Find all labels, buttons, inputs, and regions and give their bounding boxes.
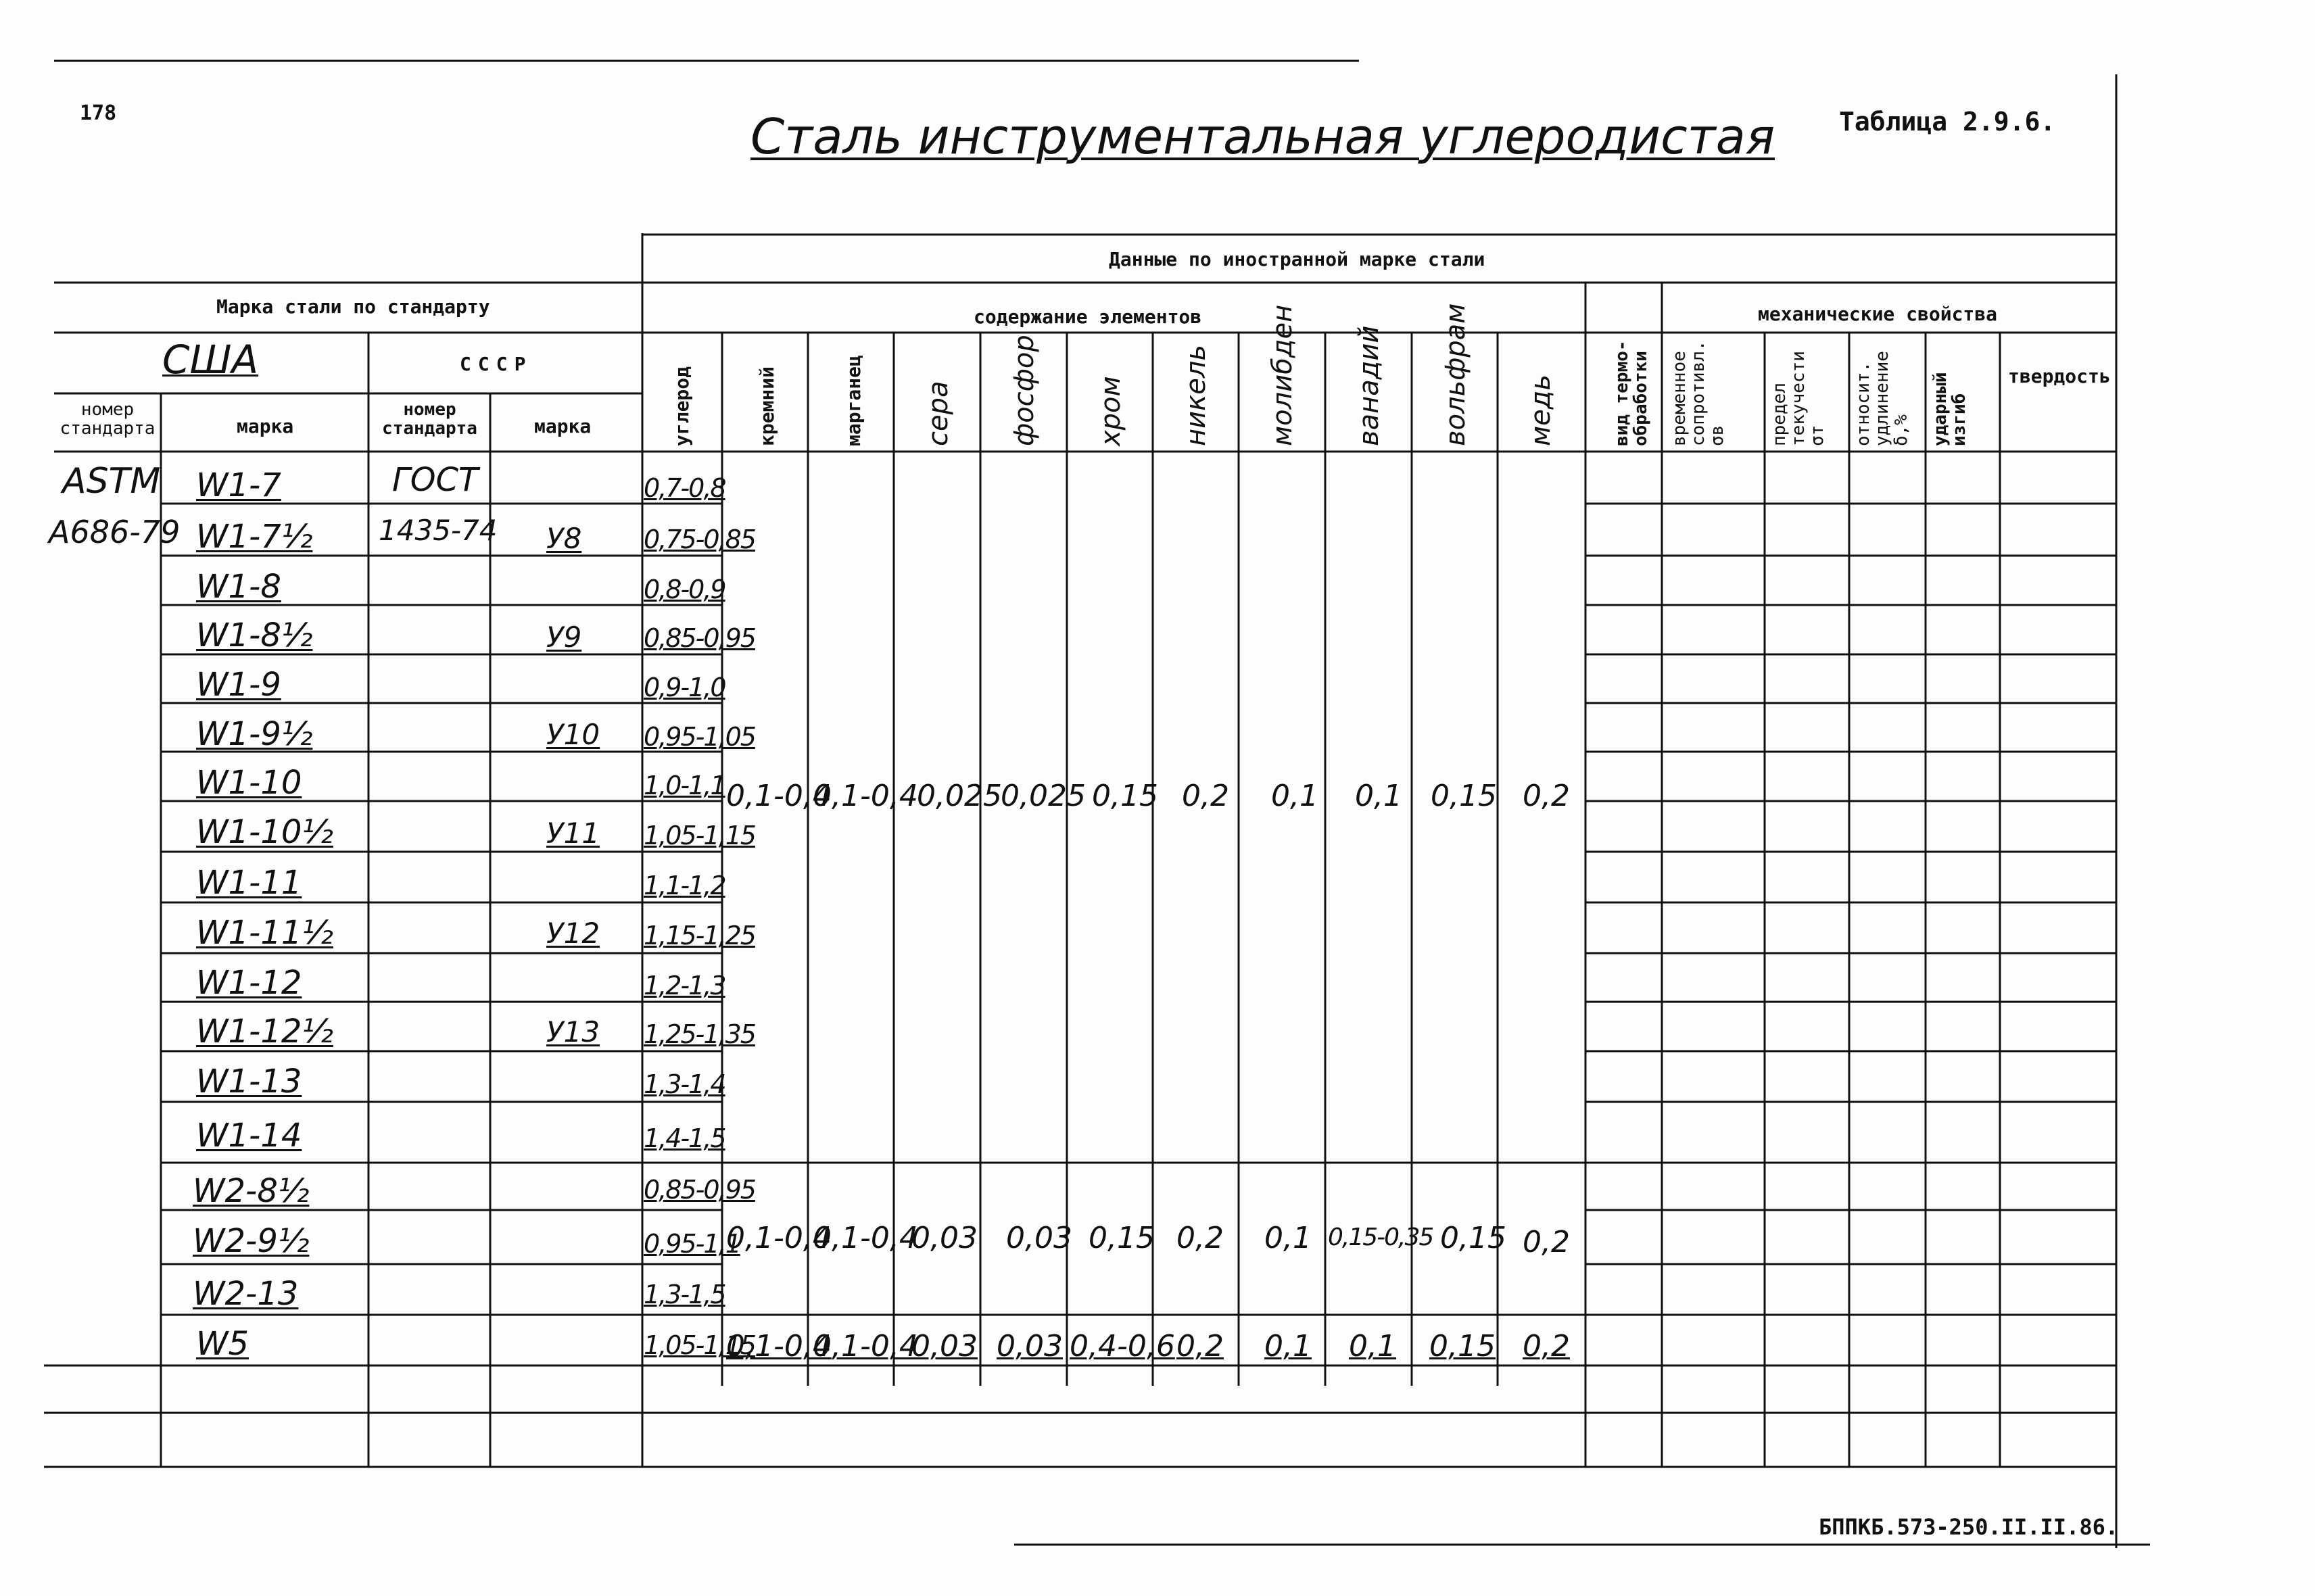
w5-manganese: 0,1-0,4 — [813, 1329, 918, 1363]
mech-header-impact: ударный изгиб — [1930, 372, 1970, 446]
usa-grade-cell: W1-12 — [196, 964, 302, 1002]
usa-grade-cell: W1-10 — [196, 764, 302, 802]
page-title: Сталь инструментальная углеродистая — [750, 108, 1775, 165]
grade-by-standard-header: Марка стали по стандарту — [216, 295, 490, 318]
ussr-grade-header: марка — [534, 415, 592, 437]
mech-header-elongation: относит. удлинение δ,% — [1853, 351, 1911, 446]
usa-grade-header: марка — [237, 415, 294, 437]
ussr-grade-cell: У8 — [546, 522, 582, 555]
heat-treatment-header: вид термо-обработки — [1612, 340, 1651, 446]
w1-vanadium: 0,1 — [1355, 779, 1402, 813]
element-header-silicon: кремний — [756, 366, 778, 446]
w2-chromium: 0,15 — [1089, 1221, 1155, 1255]
w2-molybdenum: 0,1 — [1264, 1221, 1312, 1255]
usa-grade-cell: W1-8½ — [196, 616, 313, 654]
usa-grade-cell: W1-7½ — [196, 518, 313, 556]
carbon-cell: 1,2-1,3 — [644, 971, 725, 1000]
carbon-cell: 1,1-1,2 — [644, 871, 725, 900]
usa-standard-number: A686-79 — [49, 514, 181, 550]
usa-grade-cell: W1-14 — [196, 1117, 302, 1155]
element-header-manganese: марганец — [842, 355, 865, 446]
w1-copper: 0,2 — [1523, 779, 1570, 813]
w5-nickel: 0,2 — [1176, 1329, 1224, 1363]
element-header-sulfur: сера — [923, 381, 954, 446]
ussr-grade-cell: У9 — [546, 621, 582, 654]
carbon-cell: 1,3-1,5 — [644, 1280, 725, 1309]
carbon-cell: 1,05-1,15 — [644, 821, 755, 850]
w5-silicon: 0,1-0,4 — [726, 1329, 832, 1363]
carbon-cell: 0,85-0,95 — [644, 1175, 755, 1205]
w5-vanadium: 0,1 — [1349, 1329, 1396, 1363]
w2-vanadium: 0,15-0,35 — [1328, 1224, 1433, 1251]
carbon-cell: 0,8-0,9 — [644, 575, 725, 604]
w1-phosphorus: 0,025 — [1001, 779, 1086, 813]
page-number: 178 — [80, 101, 117, 125]
element-header-carbon: углерод — [671, 366, 693, 446]
w1-nickel: 0,2 — [1182, 779, 1229, 813]
usa-grade-cell: W1-9 — [196, 666, 281, 704]
usa-std-number-header: номер стандарта — [59, 400, 156, 439]
mechanical-header: механические свойства — [1758, 303, 1998, 325]
usa-grade-cell: W2-9½ — [193, 1222, 310, 1260]
element-header-nickel: никель — [1180, 344, 1212, 446]
w2-phosphorus: 0,03 — [1006, 1221, 1072, 1255]
w1-chromium: 0,15 — [1092, 779, 1158, 813]
carbon-cell: 1,25-1,35 — [644, 1019, 755, 1049]
w2-tungsten: 0,15 — [1440, 1221, 1506, 1255]
usa-grade-cell: W1-11 — [196, 864, 302, 902]
usa-grade-cell: W1-12½ — [196, 1013, 333, 1050]
w1-manganese: 0,1-0,4 — [813, 779, 918, 813]
w1-molybdenum: 0,1 — [1271, 779, 1318, 813]
usa-grade-cell: W1-9½ — [196, 715, 313, 753]
mech-header-yield: предел текучести σт — [1769, 351, 1828, 446]
usa-grade-cell: W1-11½ — [196, 914, 333, 952]
usa-grade-cell: W2-8½ — [193, 1172, 310, 1210]
carbon-cell: 0,75-0,85 — [644, 525, 755, 554]
w5-copper: 0,2 — [1523, 1329, 1570, 1363]
w5-tungsten: 0,15 — [1429, 1329, 1496, 1363]
carbon-cell: 1,05-1,15 — [644, 1330, 755, 1360]
element-header-chromium: хром — [1095, 376, 1126, 446]
usa-header: США — [162, 337, 259, 383]
ussr-grade-cell: У10 — [546, 718, 600, 751]
usa-grade-cell: W1-13 — [196, 1063, 302, 1101]
ussr-grade-cell: У11 — [546, 817, 600, 850]
table-reference: Таблица 2.9.6. — [1839, 107, 2056, 137]
usa-grade-cell: W5 — [196, 1325, 249, 1363]
ussr-std-number-header: номер стандарта — [382, 400, 477, 439]
carbon-cell: 1,3-1,4 — [644, 1069, 725, 1099]
element-header-copper: медь — [1525, 374, 1556, 446]
elements-header: содержание элементов — [974, 306, 1202, 328]
w1-sulfur: 0,025 — [917, 779, 1002, 813]
carbon-cell: 1,0-1,1 — [644, 771, 725, 800]
carbon-cell: 0,95-1,05 — [644, 722, 755, 752]
ussr-standard-number: 1435-74 — [379, 514, 498, 547]
carbon-cell: 1,4-1,5 — [644, 1123, 725, 1153]
w5-phosphorus: 0,03 — [997, 1329, 1063, 1363]
w1-tungsten: 0,15 — [1431, 779, 1497, 813]
w5-sulfur: 0,03 — [911, 1329, 978, 1363]
w2-silicon: 0,1-0,4 — [726, 1221, 832, 1255]
carbon-cell: 0,85-0,95 — [644, 623, 755, 653]
mech-header-tensile: временное сопротивл. σв — [1669, 340, 1727, 446]
usa-grade-cell: W1-8 — [196, 568, 281, 606]
element-header-tungsten: вольфрам — [1440, 303, 1471, 446]
w5-molybdenum: 0,1 — [1264, 1329, 1312, 1363]
carbon-cell: 0,7-0,8 — [644, 473, 725, 503]
document-code: БППКБ.573-250.II.II.86. — [1819, 1514, 2119, 1540]
element-header-vanadium: ванадий — [1354, 325, 1385, 446]
ussr-header: СССР — [460, 353, 533, 375]
w2-nickel: 0,2 — [1176, 1221, 1224, 1255]
usa-standard-org: ASTM — [62, 461, 161, 502]
usa-grade-cell: W1-10½ — [196, 813, 333, 851]
w1-silicon: 0,1-0,4 — [726, 779, 832, 813]
usa-grade-cell: W2-13 — [193, 1275, 299, 1313]
w5-chromium: 0,4-0,6 — [1070, 1329, 1175, 1363]
element-header-phosphorus: фосфор — [1009, 335, 1040, 446]
w2-manganese: 0,1-0,4 — [813, 1221, 918, 1255]
usa-grade-cell: W1-7 — [196, 466, 281, 504]
carbon-cell: 0,95-1,1 — [644, 1229, 740, 1259]
ussr-standard-org: ГОСТ — [392, 461, 479, 499]
carbon-cell: 0,9-1,0 — [644, 673, 725, 702]
foreign-data-header: Данные по иностранной марке стали — [1109, 248, 1485, 270]
w2-sulfur: 0,03 — [911, 1221, 978, 1255]
hardness-header: твердость — [2008, 365, 2111, 387]
carbon-cell: 1,15-1,25 — [644, 921, 755, 950]
w2-copper: 0,2 — [1523, 1225, 1570, 1259]
ussr-grade-cell: У13 — [546, 1015, 600, 1048]
element-header-molybdenum: молибден — [1267, 304, 1298, 446]
ussr-grade-cell: У12 — [546, 917, 600, 950]
